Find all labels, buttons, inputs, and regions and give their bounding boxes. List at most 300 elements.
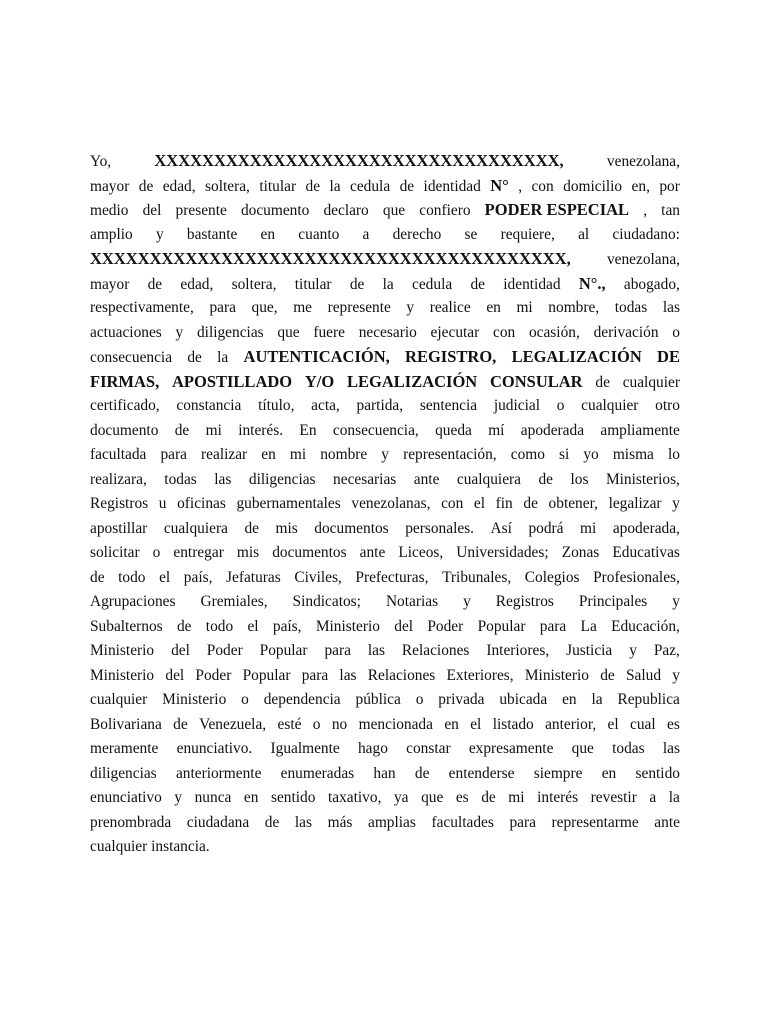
text-line xyxy=(90,566,680,591)
text-word: de xyxy=(399,177,415,195)
text-word: Ministerio xyxy=(90,666,155,684)
power-of-attorney-text xyxy=(90,149,680,860)
text-word: mi xyxy=(508,789,525,806)
text-word: con xyxy=(531,177,554,195)
text-word: al xyxy=(578,225,590,243)
text-word: tan xyxy=(661,202,680,219)
text-word: Sindicatos; xyxy=(292,593,361,610)
text-word: la xyxy=(217,349,229,366)
text-word: Salud xyxy=(626,666,662,684)
text-line xyxy=(90,370,680,395)
text-word: a xyxy=(649,789,657,806)
text-word: de xyxy=(470,275,485,293)
text-word: yo xyxy=(583,446,599,463)
text-word: las xyxy=(339,666,357,684)
text-word: Jefaturas xyxy=(226,568,281,586)
text-word: soltera, xyxy=(205,177,250,195)
text-line xyxy=(90,541,680,566)
text-word: consecuencia, xyxy=(332,421,419,439)
text-word: o xyxy=(312,715,321,733)
text-word: del xyxy=(171,642,190,659)
text-word: pública xyxy=(355,691,401,708)
text-word: Colegios xyxy=(524,568,580,586)
text-word: el xyxy=(159,568,171,586)
text-word: cualquier xyxy=(581,397,639,414)
text-word: Relaciones xyxy=(367,666,436,684)
text-word: dependencia xyxy=(263,691,341,708)
text-word: Ministerio xyxy=(90,642,155,659)
text-line xyxy=(90,198,680,223)
text-word: las xyxy=(662,299,680,316)
text-word: documentos xyxy=(272,544,347,561)
text-word: realizar xyxy=(201,446,248,463)
text-word: revestir xyxy=(590,789,637,806)
text-word: , xyxy=(518,177,523,195)
text-word: venezolana, xyxy=(606,153,680,170)
text-word: todas xyxy=(612,740,645,757)
text-word: u xyxy=(158,495,167,512)
text-word: requiere, xyxy=(500,225,555,243)
text-word: de xyxy=(176,617,192,635)
text-word: expresamente xyxy=(468,740,554,757)
text-line xyxy=(90,786,680,811)
text-word: presente xyxy=(175,202,227,219)
text-word: podrá xyxy=(528,519,564,537)
text-word: listado xyxy=(492,715,534,733)
text-word: titular xyxy=(294,275,332,293)
text-word: cualquier instancia. xyxy=(90,838,210,855)
text-word: Relaciones xyxy=(401,642,470,659)
text-word: cedula xyxy=(412,275,453,293)
text-word: sentido xyxy=(270,789,316,806)
text-word: obtener, xyxy=(548,495,598,512)
text-word: facultades xyxy=(431,813,494,831)
text-word: abogado, xyxy=(623,275,680,293)
text-word: apoderada xyxy=(520,421,585,439)
text-word: certificado, xyxy=(90,397,160,414)
text-word: que, xyxy=(251,299,278,316)
text-word: se xyxy=(464,225,478,243)
text-word: las xyxy=(662,740,680,757)
text-word: Poder xyxy=(206,642,243,659)
text-word: las xyxy=(294,813,313,831)
text-word: Interiores, xyxy=(486,642,550,659)
text-word: misma xyxy=(612,446,654,463)
text-word: En xyxy=(299,421,317,439)
text-word: que xyxy=(571,740,594,757)
text-word: judicial xyxy=(493,397,540,414)
text-word: Subalternos xyxy=(90,617,163,635)
text-line xyxy=(90,737,680,762)
text-word: que xyxy=(382,202,406,219)
text-word: medio xyxy=(90,202,129,219)
text-word: mi xyxy=(289,446,307,463)
text-line xyxy=(90,688,680,713)
text-line xyxy=(90,639,680,664)
text-word: de xyxy=(305,177,321,195)
text-line xyxy=(90,517,680,542)
text-word: mi xyxy=(580,519,597,537)
text-line xyxy=(90,811,680,836)
text-word: LEGALIZACIÓN xyxy=(511,347,642,366)
text-line xyxy=(90,590,680,615)
text-word: de xyxy=(90,568,105,586)
text-word: del xyxy=(165,666,185,684)
text-word: de xyxy=(174,421,190,439)
text-word: lo xyxy=(667,446,680,463)
text-word: Registros xyxy=(495,593,554,610)
text-word: Ministerio xyxy=(524,666,589,684)
text-word: APOSTILLADO xyxy=(172,371,293,391)
text-word: y xyxy=(155,225,164,243)
text-word: anteriormente xyxy=(175,764,262,782)
text-word: meramente xyxy=(90,740,159,757)
text-word: para xyxy=(539,617,567,635)
text-word: enunciativo xyxy=(90,789,162,806)
text-word: todas xyxy=(164,470,197,488)
text-word: REGISTRO, xyxy=(405,347,497,366)
text-word: mencionada xyxy=(358,715,433,733)
text-word: bastante xyxy=(186,225,238,243)
text-word: o xyxy=(241,691,249,708)
text-word: representación, xyxy=(403,446,497,463)
text-word: ya xyxy=(393,789,409,806)
text-word: Y/O xyxy=(304,371,335,391)
text-word: documento xyxy=(240,202,310,219)
text-word: los xyxy=(570,470,589,488)
text-word: cualquiera xyxy=(456,470,521,488)
text-line xyxy=(90,174,680,199)
text-word: actuaciones xyxy=(90,323,162,341)
text-word: personales. xyxy=(405,519,475,537)
text-word: Exteriores, xyxy=(446,666,514,684)
text-word: enumeradas xyxy=(280,764,355,782)
text-word: a xyxy=(362,225,370,243)
text-word: de xyxy=(349,275,365,293)
text-word: identidad xyxy=(503,275,561,293)
text-word: ampliamente xyxy=(600,421,680,439)
text-word: ocasión, xyxy=(528,323,580,341)
text-word: en xyxy=(243,789,259,806)
text-line xyxy=(90,223,680,248)
text-word: es xyxy=(455,789,469,806)
text-word: Así xyxy=(490,519,512,537)
text-word: y xyxy=(174,789,183,806)
text-word: confiero xyxy=(419,202,471,219)
text-word: en xyxy=(260,225,276,243)
text-word: de xyxy=(414,764,430,782)
text-line xyxy=(90,615,680,640)
text-word: respectivamente, xyxy=(90,299,194,316)
text-word: y xyxy=(406,299,415,316)
text-word: acta, xyxy=(311,397,340,414)
text-line xyxy=(90,296,680,321)
text-word: derivación xyxy=(593,323,659,341)
text-word: es xyxy=(667,715,680,733)
text-word: amplio xyxy=(90,225,133,243)
text-word: y xyxy=(672,666,680,684)
text-word: mi xyxy=(516,299,533,316)
text-word: enunciativo. xyxy=(176,740,253,757)
text-word: el xyxy=(473,495,486,512)
text-word: país, xyxy=(183,568,213,586)
text-word: todas xyxy=(614,299,648,316)
text-word: del xyxy=(142,202,162,219)
text-word: sentencia xyxy=(419,397,478,414)
text-word: Venezuela, xyxy=(199,715,267,733)
text-word: Paz, xyxy=(653,642,680,659)
text-word: identidad xyxy=(423,177,481,195)
text-word: partida, xyxy=(356,397,404,414)
text-word: las xyxy=(367,642,385,659)
text-word: para xyxy=(209,299,236,316)
text-word: Popular xyxy=(259,642,308,659)
text-word: cuanto xyxy=(298,225,340,243)
text-word: que xyxy=(277,323,300,341)
text-word: como xyxy=(510,446,545,463)
text-word: diligencias xyxy=(90,764,157,782)
text-word: edad, xyxy=(162,177,196,195)
text-word: me xyxy=(293,299,312,316)
text-line xyxy=(90,713,680,738)
text-word: representarme xyxy=(551,813,639,831)
text-word: para xyxy=(509,813,536,831)
text-word: fin xyxy=(495,495,513,512)
text-word: y xyxy=(175,323,184,341)
text-word: Justicia xyxy=(566,642,613,659)
text-word: realice xyxy=(429,299,471,316)
text-word: Prefecturas, xyxy=(355,568,429,586)
text-word: del xyxy=(394,617,414,635)
text-word: legalizar xyxy=(608,495,662,512)
text-word: las xyxy=(214,470,232,488)
text-word: queda xyxy=(435,421,472,439)
text-word: o xyxy=(415,691,424,708)
text-word: facultada xyxy=(90,446,147,463)
text-word: cedula xyxy=(350,177,391,195)
text-word: AUTENTICACIÓN, xyxy=(243,347,390,366)
text-word: Ministerios, xyxy=(605,470,680,488)
text-word: apoderada, xyxy=(612,519,680,537)
text-word: constancia xyxy=(176,397,242,414)
text-word: ejecutar xyxy=(430,323,480,341)
text-word: Notarias xyxy=(385,593,439,610)
text-word: mis xyxy=(236,544,260,561)
text-word: soltera, xyxy=(231,275,277,293)
text-word: la xyxy=(668,789,680,806)
text-word: en xyxy=(486,299,501,316)
text-word: XXXXXXXXXXXXXXXXXXXXXXXXXXXXXXXXXXXXXXXX, xyxy=(90,249,571,268)
text-word: Poder xyxy=(195,666,232,684)
text-word: el xyxy=(607,715,619,733)
text-word: mayor xyxy=(90,275,130,293)
text-word: Civiles, xyxy=(294,568,342,586)
text-word: CONSULAR xyxy=(490,371,583,391)
text-word: que xyxy=(421,789,444,806)
text-word: otro xyxy=(655,397,680,414)
text-word: Bolivariana xyxy=(90,715,162,733)
text-word: DE xyxy=(657,347,680,366)
text-word: fuere xyxy=(313,323,345,341)
text-word: sentido xyxy=(635,764,680,782)
text-word: de xyxy=(138,177,154,195)
text-word: Popular xyxy=(477,617,526,635)
text-word: de xyxy=(187,349,202,366)
text-word: todo xyxy=(205,617,234,635)
text-word: nombre xyxy=(320,446,368,463)
text-word: interés. xyxy=(238,421,284,439)
text-word: PODER ESPECIAL xyxy=(484,200,630,219)
text-word: no xyxy=(331,715,348,733)
text-word: Agrupaciones xyxy=(90,593,176,610)
text-word: título, xyxy=(258,397,295,414)
text-word: de xyxy=(523,495,538,512)
text-word: o xyxy=(556,397,565,414)
text-line xyxy=(90,272,680,297)
text-word: de xyxy=(600,666,615,684)
text-word: ante xyxy=(413,470,440,488)
text-word: de xyxy=(595,373,610,391)
text-word: ante xyxy=(654,813,680,831)
text-line xyxy=(90,149,680,174)
text-word: para xyxy=(324,642,351,659)
text-word: Ministerio xyxy=(315,617,380,635)
text-word: Igualmente xyxy=(270,740,340,757)
text-word: Poder xyxy=(427,617,464,635)
text-word: en xyxy=(562,691,577,708)
text-word: apostillar xyxy=(90,519,148,537)
text-word: Universidades; xyxy=(456,544,549,561)
text-word: diligencias xyxy=(248,470,316,488)
text-word: el xyxy=(470,715,482,733)
text-word: han xyxy=(373,764,396,782)
text-word: venezolanas, xyxy=(351,495,431,512)
text-word: de xyxy=(173,715,188,733)
text-line xyxy=(90,835,680,860)
text-word: esté xyxy=(277,715,302,733)
text-word: declaro xyxy=(323,202,369,219)
text-word: mí xyxy=(488,421,505,439)
text-word: o xyxy=(152,544,161,561)
text-word: ubicada xyxy=(499,691,548,708)
text-word: Educativas xyxy=(612,544,680,561)
text-word: consecuencia xyxy=(90,349,173,366)
text-word: nunca xyxy=(194,789,232,806)
text-word: interés xyxy=(537,789,579,806)
text-line xyxy=(90,247,680,272)
text-word: de xyxy=(481,789,496,806)
text-word: mayor xyxy=(90,177,130,195)
text-word: y xyxy=(672,495,680,512)
text-word: en xyxy=(261,446,276,463)
text-word: necesarias xyxy=(333,470,397,488)
text-word: de xyxy=(147,275,163,293)
text-word: con xyxy=(492,323,516,341)
text-word: ante xyxy=(359,544,386,561)
text-word: documento xyxy=(90,421,159,439)
text-word: para xyxy=(160,446,187,463)
text-word: con xyxy=(441,495,464,512)
text-word: la xyxy=(591,691,603,708)
text-word: de xyxy=(264,813,280,831)
text-word: en, xyxy=(631,177,650,195)
text-line xyxy=(90,468,680,493)
text-line xyxy=(90,762,680,787)
text-word: siempre xyxy=(533,764,583,782)
text-word: o xyxy=(672,323,680,341)
text-word: la xyxy=(329,177,341,195)
text-word: Educación, xyxy=(611,617,680,635)
text-word: el xyxy=(247,617,259,635)
text-word: Principales xyxy=(578,593,648,610)
text-word: , xyxy=(643,202,648,219)
text-word: LEGALIZACIÓN xyxy=(347,371,478,391)
text-word: Registros xyxy=(90,495,149,512)
text-word: entregar xyxy=(173,544,224,561)
text-word: venezolana, xyxy=(606,251,680,268)
text-word: nombre, xyxy=(548,299,600,316)
text-word: entenderse xyxy=(448,764,515,782)
text-word: y xyxy=(381,446,389,463)
text-line xyxy=(90,419,680,444)
text-word: prenombrada xyxy=(90,813,172,831)
text-word: Zonas xyxy=(561,544,600,561)
text-word: anterior, xyxy=(545,715,597,733)
text-word: privada xyxy=(438,691,485,708)
text-line xyxy=(90,394,680,419)
text-word: documentos xyxy=(314,519,389,537)
text-word: Ministerio xyxy=(162,691,227,708)
text-word: cualquier xyxy=(622,373,680,391)
text-word: Gremiales, xyxy=(200,593,268,610)
text-word: Tribunales, xyxy=(442,568,512,586)
text-word: gubernamentales xyxy=(236,495,341,512)
text-word: XXXXXXXXXXXXXXXXXXXXXXXXXXXXXXXXXX, xyxy=(154,151,564,170)
text-word: oficinas xyxy=(177,495,226,512)
text-word: titular xyxy=(259,177,297,195)
text-word: mi xyxy=(205,421,222,439)
text-word: ciudadana xyxy=(186,813,250,831)
text-word: de xyxy=(244,519,259,537)
text-word: mis xyxy=(275,519,298,537)
text-line xyxy=(90,492,680,517)
text-word: más xyxy=(327,813,353,831)
text-word: y xyxy=(672,593,680,610)
text-word: y xyxy=(463,593,471,610)
text-word: la xyxy=(382,275,394,293)
text-word: diligencias xyxy=(196,323,264,341)
text-word: cualquiera xyxy=(163,519,228,537)
text-word: solicitar xyxy=(90,544,140,561)
text-word: cualquier xyxy=(90,691,148,708)
text-word: hago xyxy=(357,740,388,757)
text-word: N° xyxy=(490,175,509,195)
text-word: necesario xyxy=(358,323,417,341)
text-word: todo xyxy=(118,568,146,586)
text-word: si xyxy=(559,446,570,463)
text-word: N°., xyxy=(578,273,606,293)
text-word: país, xyxy=(272,617,302,635)
text-word: amplias xyxy=(368,813,416,831)
text-word: cual xyxy=(630,715,656,733)
text-word: para xyxy=(301,666,329,684)
text-word: edad, xyxy=(180,275,214,293)
text-word: derecho xyxy=(392,225,442,243)
text-word: constar xyxy=(406,740,451,757)
text-word: Liceos, xyxy=(398,544,444,561)
text-word: Republica xyxy=(617,691,680,708)
text-word: y xyxy=(629,642,637,659)
